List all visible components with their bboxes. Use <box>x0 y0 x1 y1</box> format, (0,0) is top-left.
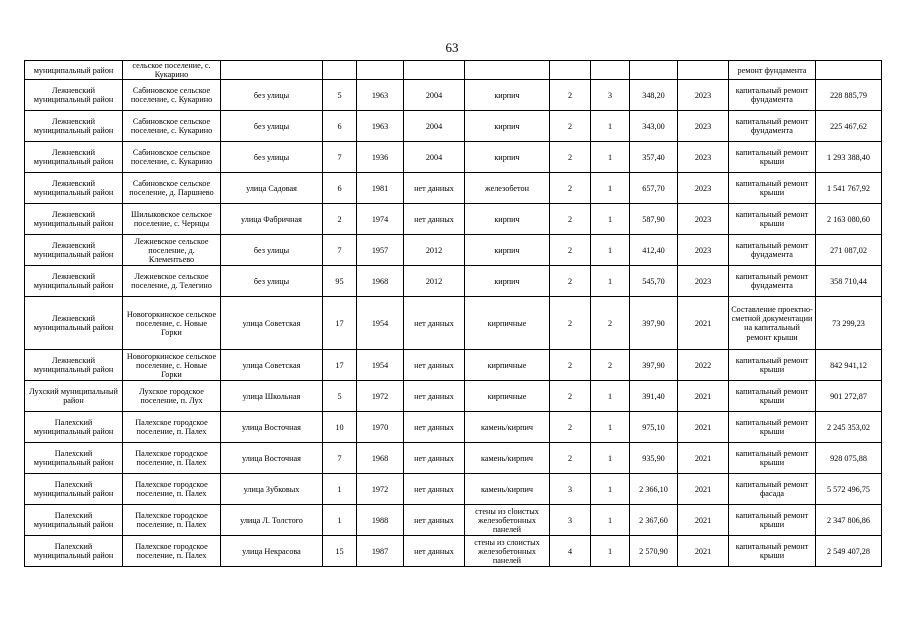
cell-year-repair: нет данных <box>404 350 465 381</box>
cell-year-repair: нет данных <box>404 297 465 350</box>
cell-floors: 2 <box>550 350 591 381</box>
table-row <box>25 111 882 142</box>
cell-entrances: 1 <box>591 142 630 173</box>
cell-year-repair: 2004 <box>404 142 465 173</box>
cell-entrances: 1 <box>591 412 630 443</box>
cell-district: Палехский муниципальный район <box>25 536 123 567</box>
cell-entrances: 1 <box>591 474 630 505</box>
cell-area: 348,20 <box>630 80 678 111</box>
cell-settlement: Палехское городское поселение, п. Палех <box>123 536 221 567</box>
cell-street: улица Восточная <box>221 443 323 474</box>
cell-year-built: 1957 <box>357 235 404 266</box>
cell-year-built <box>357 61 404 80</box>
cell-area: 397,90 <box>630 350 678 381</box>
cell-material: кирпич <box>465 111 550 142</box>
cell-district: Палехский муниципальный район <box>25 443 123 474</box>
cell-work: капитальный ремонт крыши <box>729 536 816 567</box>
table-row <box>25 297 882 350</box>
cell-area: 412,40 <box>630 235 678 266</box>
cell-house: 10 <box>323 412 357 443</box>
cell-year-repair: нет данных <box>404 443 465 474</box>
cell-area: 975,10 <box>630 412 678 443</box>
cell-house: 7 <box>323 443 357 474</box>
cell-cost: 901 272,87 <box>816 381 882 412</box>
housing-repair-table <box>24 60 882 567</box>
cell-street: улица Школьная <box>221 381 323 412</box>
cell-plan-year: 2021 <box>678 443 729 474</box>
cell-plan-year: 2023 <box>678 142 729 173</box>
cell-work: капитальный ремонт крыши <box>729 443 816 474</box>
table-row <box>25 412 882 443</box>
cell-cost <box>816 61 882 80</box>
cell-year-repair: нет данных <box>404 505 465 536</box>
cell-entrances: 1 <box>591 536 630 567</box>
cell-district: Лежневский муниципальный район <box>25 173 123 204</box>
cell-entrances: 1 <box>591 173 630 204</box>
cell-year-repair: нет данных <box>404 536 465 567</box>
cell-street: улица Советская <box>221 297 323 350</box>
cell-plan-year: 2023 <box>678 173 729 204</box>
cell-floors: 2 <box>550 266 591 297</box>
cell-material: кирпич <box>465 235 550 266</box>
table-row <box>25 61 882 80</box>
cell-plan-year: 2022 <box>678 350 729 381</box>
cell-material: кирпичные <box>465 350 550 381</box>
cell-street: улица Л. Толстого <box>221 505 323 536</box>
cell-district: Палехский муниципальный район <box>25 412 123 443</box>
cell-material: железобетон <box>465 173 550 204</box>
cell-district: Лежневский муниципальный район <box>25 204 123 235</box>
cell-district: Лухский муниципальный район <box>25 381 123 412</box>
table-row <box>25 505 882 536</box>
cell-year-built: 1981 <box>357 173 404 204</box>
cell-entrances: 1 <box>591 266 630 297</box>
cell-plan-year: 2021 <box>678 536 729 567</box>
cell-floors: 2 <box>550 297 591 350</box>
cell-settlement: Сабиновское сельское поселение, с. Кукарино <box>123 111 221 142</box>
cell-material: камень/кирпич <box>465 474 550 505</box>
table-row <box>25 381 882 412</box>
cell-cost: 2 549 407,28 <box>816 536 882 567</box>
cell-house: 1 <box>323 505 357 536</box>
cell-work: капитальный ремонт фундамента <box>729 111 816 142</box>
cell-work: ремонт фундамента <box>729 61 816 80</box>
cell-cost: 928 075,88 <box>816 443 882 474</box>
cell-street: улица Зубковых <box>221 474 323 505</box>
cell-material: камень/кирпич <box>465 412 550 443</box>
cell-cost: 225 467,62 <box>816 111 882 142</box>
cell-house: 17 <box>323 297 357 350</box>
cell-floors: 4 <box>550 536 591 567</box>
cell-work: капитальный ремонт крыши <box>729 505 816 536</box>
cell-settlement: Палехское городское поселение, п. Палех <box>123 505 221 536</box>
cell-entrances: 1 <box>591 443 630 474</box>
cell-plan-year: 2021 <box>678 412 729 443</box>
cell-work: Составление проектно-сметной документации на капитальный ремонт крыши <box>729 297 816 350</box>
cell-plan-year <box>678 61 729 80</box>
cell-plan-year: 2021 <box>678 474 729 505</box>
cell-year-built: 1972 <box>357 474 404 505</box>
cell-cost: 228 885,79 <box>816 80 882 111</box>
cell-plan-year: 2023 <box>678 111 729 142</box>
cell-street: без улицы <box>221 142 323 173</box>
cell-district: Палехский муниципальный район <box>25 474 123 505</box>
cell-floors: 3 <box>550 474 591 505</box>
cell-house: 6 <box>323 173 357 204</box>
cell-area <box>630 61 678 80</box>
cell-cost: 1 541 767,92 <box>816 173 882 204</box>
table-row <box>25 266 882 297</box>
cell-work: капитальный ремонт фасада <box>729 474 816 505</box>
cell-cost: 73 299,23 <box>816 297 882 350</box>
table-row <box>25 204 882 235</box>
cell-floors: 2 <box>550 235 591 266</box>
cell-year-repair: нет данных <box>404 204 465 235</box>
cell-year-repair: нет данных <box>404 381 465 412</box>
cell-house: 7 <box>323 142 357 173</box>
cell-work: капитальный ремонт фундамента <box>729 80 816 111</box>
cell-district: Лежневский муниципальный район <box>25 297 123 350</box>
cell-plan-year: 2023 <box>678 204 729 235</box>
table-row <box>25 536 882 567</box>
cell-street: улица Фабричная <box>221 204 323 235</box>
cell-area: 357,40 <box>630 142 678 173</box>
cell-year-built: 1963 <box>357 111 404 142</box>
cell-plan-year: 2023 <box>678 80 729 111</box>
cell-plan-year: 2023 <box>678 266 729 297</box>
cell-floors: 2 <box>550 111 591 142</box>
cell-area: 2 367,60 <box>630 505 678 536</box>
cell-house: 15 <box>323 536 357 567</box>
cell-year-repair: 2012 <box>404 235 465 266</box>
table-row <box>25 350 882 381</box>
cell-material: стены из слоистых железобетонных панелей <box>465 536 550 567</box>
cell-year-built: 1936 <box>357 142 404 173</box>
cell-district: Лежневский муниципальный район <box>25 111 123 142</box>
cell-settlement: сельское поселение, с. Кукарино <box>123 61 221 80</box>
cell-plan-year: 2023 <box>678 235 729 266</box>
cell-house: 17 <box>323 350 357 381</box>
cell-cost: 2 347 806,86 <box>816 505 882 536</box>
cell-street: улица Советская <box>221 350 323 381</box>
cell-floors: 2 <box>550 443 591 474</box>
cell-house: 7 <box>323 235 357 266</box>
cell-entrances <box>591 61 630 80</box>
cell-year-repair <box>404 61 465 80</box>
cell-work: капитальный ремонт крыши <box>729 412 816 443</box>
cell-floors: 2 <box>550 381 591 412</box>
cell-street: улица Садовая <box>221 173 323 204</box>
cell-year-repair: 2004 <box>404 80 465 111</box>
table-row <box>25 235 882 266</box>
cell-area: 2 366,10 <box>630 474 678 505</box>
cell-material: кирпич <box>465 142 550 173</box>
cell-settlement: Сабиновское сельское поселение, с. Кукарино <box>123 142 221 173</box>
cell-house <box>323 61 357 80</box>
cell-year-repair: нет данных <box>404 173 465 204</box>
cell-material: кирпичные <box>465 297 550 350</box>
cell-cost: 1 293 388,40 <box>816 142 882 173</box>
cell-floors: 2 <box>550 412 591 443</box>
cell-material: кирпич <box>465 204 550 235</box>
cell-street: улица Некрасова <box>221 536 323 567</box>
cell-year-built: 1968 <box>357 443 404 474</box>
cell-floors: 3 <box>550 505 591 536</box>
cell-entrances: 1 <box>591 111 630 142</box>
cell-settlement: Сабиновское сельское поселение, с. Кукарино <box>123 80 221 111</box>
cell-district: муниципальный район <box>25 61 123 80</box>
cell-work: капитальный ремонт крыши <box>729 142 816 173</box>
cell-district: Лежневский муниципальный район <box>25 80 123 111</box>
cell-work: капитальный ремонт фундамента <box>729 266 816 297</box>
cell-entrances: 1 <box>591 204 630 235</box>
cell-settlement: Шилыковское сельское поселение, с. Чернцы <box>123 204 221 235</box>
cell-entrances: 1 <box>591 235 630 266</box>
cell-settlement: Новогоркинское сельское поселение, с. Новые Горки <box>123 350 221 381</box>
cell-work: капитальный ремонт крыши <box>729 173 816 204</box>
page-number: 63 <box>445 40 459 55</box>
table-row <box>25 173 882 204</box>
cell-house: 5 <box>323 80 357 111</box>
cell-material: стены из сloистых железобетонных панелей <box>465 505 550 536</box>
cell-settlement: Лежневское сельское поселение, д. Телегино <box>123 266 221 297</box>
cell-floors: 2 <box>550 80 591 111</box>
cell-entrances: 1 <box>591 505 630 536</box>
cell-district: Лежневский муниципальный район <box>25 235 123 266</box>
cell-cost: 271 087,02 <box>816 235 882 266</box>
cell-settlement: Лежневское сельское поселение, д. Клементьево <box>123 235 221 266</box>
cell-year-built: 1988 <box>357 505 404 536</box>
cell-year-built: 1970 <box>357 412 404 443</box>
cell-house: 2 <box>323 204 357 235</box>
cell-street: без улицы <box>221 266 323 297</box>
cell-material: камень/кирпич <box>465 443 550 474</box>
cell-area: 657,70 <box>630 173 678 204</box>
cell-house: 1 <box>323 474 357 505</box>
cell-cost: 2 245 353,02 <box>816 412 882 443</box>
cell-year-built: 1963 <box>357 80 404 111</box>
cell-plan-year: 2021 <box>678 381 729 412</box>
cell-entrances: 1 <box>591 381 630 412</box>
cell-settlement: Палехское городское поселение, п. Палех <box>123 443 221 474</box>
cell-entrances: 2 <box>591 350 630 381</box>
cell-work: капитальный ремонт крыши <box>729 381 816 412</box>
cell-year-repair: 2004 <box>404 111 465 142</box>
cell-area: 935,90 <box>630 443 678 474</box>
cell-district: Лежневский муниципальный район <box>25 142 123 173</box>
cell-year-repair: нет данных <box>404 412 465 443</box>
cell-area: 587,90 <box>630 204 678 235</box>
cell-cost: 2 163 080,60 <box>816 204 882 235</box>
cell-area: 391,40 <box>630 381 678 412</box>
cell-entrances: 2 <box>591 297 630 350</box>
cell-floors <box>550 61 591 80</box>
cell-house: 95 <box>323 266 357 297</box>
cell-year-built: 1968 <box>357 266 404 297</box>
cell-street: без улицы <box>221 111 323 142</box>
cell-district: Палехский муниципальный район <box>25 505 123 536</box>
cell-year-repair: 2012 <box>404 266 465 297</box>
cell-street: без улицы <box>221 235 323 266</box>
cell-plan-year: 2021 <box>678 297 729 350</box>
table-row <box>25 142 882 173</box>
cell-year-built: 1972 <box>357 381 404 412</box>
cell-settlement: Новогоркинское сельское поселение, с. Новые Горки <box>123 297 221 350</box>
cell-area: 2 570,90 <box>630 536 678 567</box>
cell-material: кирпич <box>465 80 550 111</box>
table-row <box>25 474 882 505</box>
cell-floors: 2 <box>550 173 591 204</box>
cell-house: 6 <box>323 111 357 142</box>
cell-year-built: 1954 <box>357 350 404 381</box>
cell-entrances: 3 <box>591 80 630 111</box>
cell-settlement: Палехское городское поселение, п. Палех <box>123 412 221 443</box>
cell-street <box>221 61 323 80</box>
cell-work: капитальный ремонт фундамента <box>729 235 816 266</box>
cell-material: кирпич <box>465 266 550 297</box>
cell-year-built: 1974 <box>357 204 404 235</box>
cell-work: капитальный ремонт крыши <box>729 350 816 381</box>
cell-street: без улицы <box>221 80 323 111</box>
cell-year-built: 1987 <box>357 536 404 567</box>
cell-plan-year: 2021 <box>678 505 729 536</box>
cell-house: 5 <box>323 381 357 412</box>
cell-cost: 5 572 496,75 <box>816 474 882 505</box>
cell-district: Лежневский муниципальный район <box>25 266 123 297</box>
cell-material <box>465 61 550 80</box>
cell-floors: 2 <box>550 204 591 235</box>
cell-year-built: 1954 <box>357 297 404 350</box>
cell-area: 343,00 <box>630 111 678 142</box>
cell-street: улица Восточная <box>221 412 323 443</box>
cell-area: 397,90 <box>630 297 678 350</box>
cell-cost: 842 941,12 <box>816 350 882 381</box>
cell-cost: 358 710,44 <box>816 266 882 297</box>
table-row <box>25 443 882 474</box>
cell-year-repair: нет данных <box>404 474 465 505</box>
cell-settlement: Лухское городское поселение, п. Лух <box>123 381 221 412</box>
cell-settlement: Палехское городское поселение, п. Палех <box>123 474 221 505</box>
cell-work: капитальный ремонт крыши <box>729 204 816 235</box>
cell-material: кирпичные <box>465 381 550 412</box>
cell-area: 545,70 <box>630 266 678 297</box>
cell-settlement: Сабиновское сельское поселение, д. Паршнево <box>123 173 221 204</box>
cell-floors: 2 <box>550 142 591 173</box>
cell-district: Лежневский муниципальный район <box>25 350 123 381</box>
table-row <box>25 80 882 111</box>
